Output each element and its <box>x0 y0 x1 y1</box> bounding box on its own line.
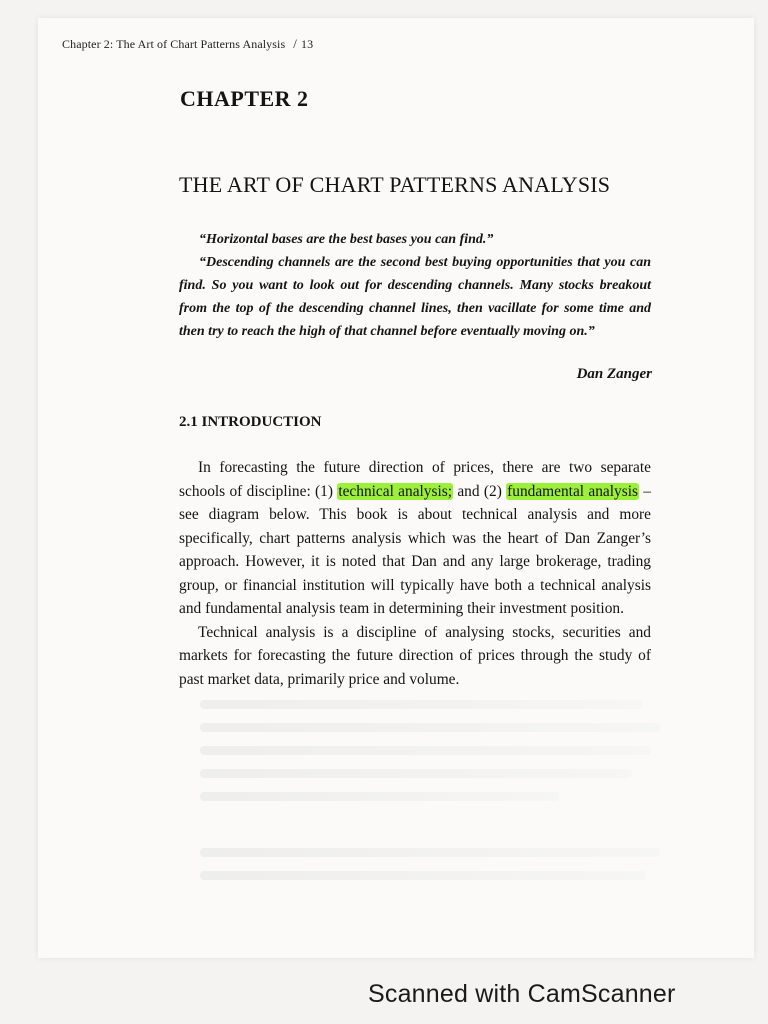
epigraph-quote-2: “Descending channels are the second best buying opportunities that you can find. So you want to look out for descending channels. Many stocks breakout from the top of the descending channel lines, then vacillate for some time and then try to reach the high of that channel before eventually moving on.” <box>179 255 651 339</box>
chapter-title: THE ART OF CHART PATTERNS ANALYSIS <box>179 172 611 197</box>
chapter-number: CHAPTER 2 <box>180 86 309 111</box>
running-title: Chapter 2: The Art of Chart Patterns Analysis <box>62 37 286 51</box>
paragraph-2: Technical analysis is a discipline of analysing stocks, securities and markets for forecasting the future direction of prices through the study of past market data, primarily price and volume. <box>179 623 651 688</box>
running-header <box>62 36 313 52</box>
paragraph-1-part-1: In forecasting the future direction of prices, there are two separate schools of discipline: (1) <box>179 459 651 500</box>
epigraph <box>179 228 651 343</box>
highlight-fundamental-analysis: fundamental analysis <box>507 482 638 500</box>
body-text <box>179 456 651 691</box>
section-heading: 2.1 INTRODUCTION <box>179 414 322 430</box>
paragraph-1-part-2: and (2) <box>453 482 507 500</box>
bleed-through-text <box>200 700 660 894</box>
camscanner-watermark: Scanned with CamScanner <box>368 980 676 1008</box>
highlight-technical-analysis: technical analysis; <box>338 482 453 500</box>
paragraph-1-part-3: – see diagram below. This book is about technical analysis and more specifically, chart patterns analysis which was the heart of Dan Zanger’s approach. However, it is noted that Dan and any large brokerage, trading group, or financial institution will typically have both a technical analysis and fundamental analysis team in determining their investment position. <box>179 482 651 617</box>
epigraph-quote-1: “Horizontal bases are the best bases you can find.” <box>199 232 494 247</box>
header-separator: / <box>293 36 297 51</box>
paragraph-1 <box>179 456 651 621</box>
epigraph-attribution: Dan Zanger <box>576 366 652 382</box>
page-number: 13 <box>300 37 314 51</box>
